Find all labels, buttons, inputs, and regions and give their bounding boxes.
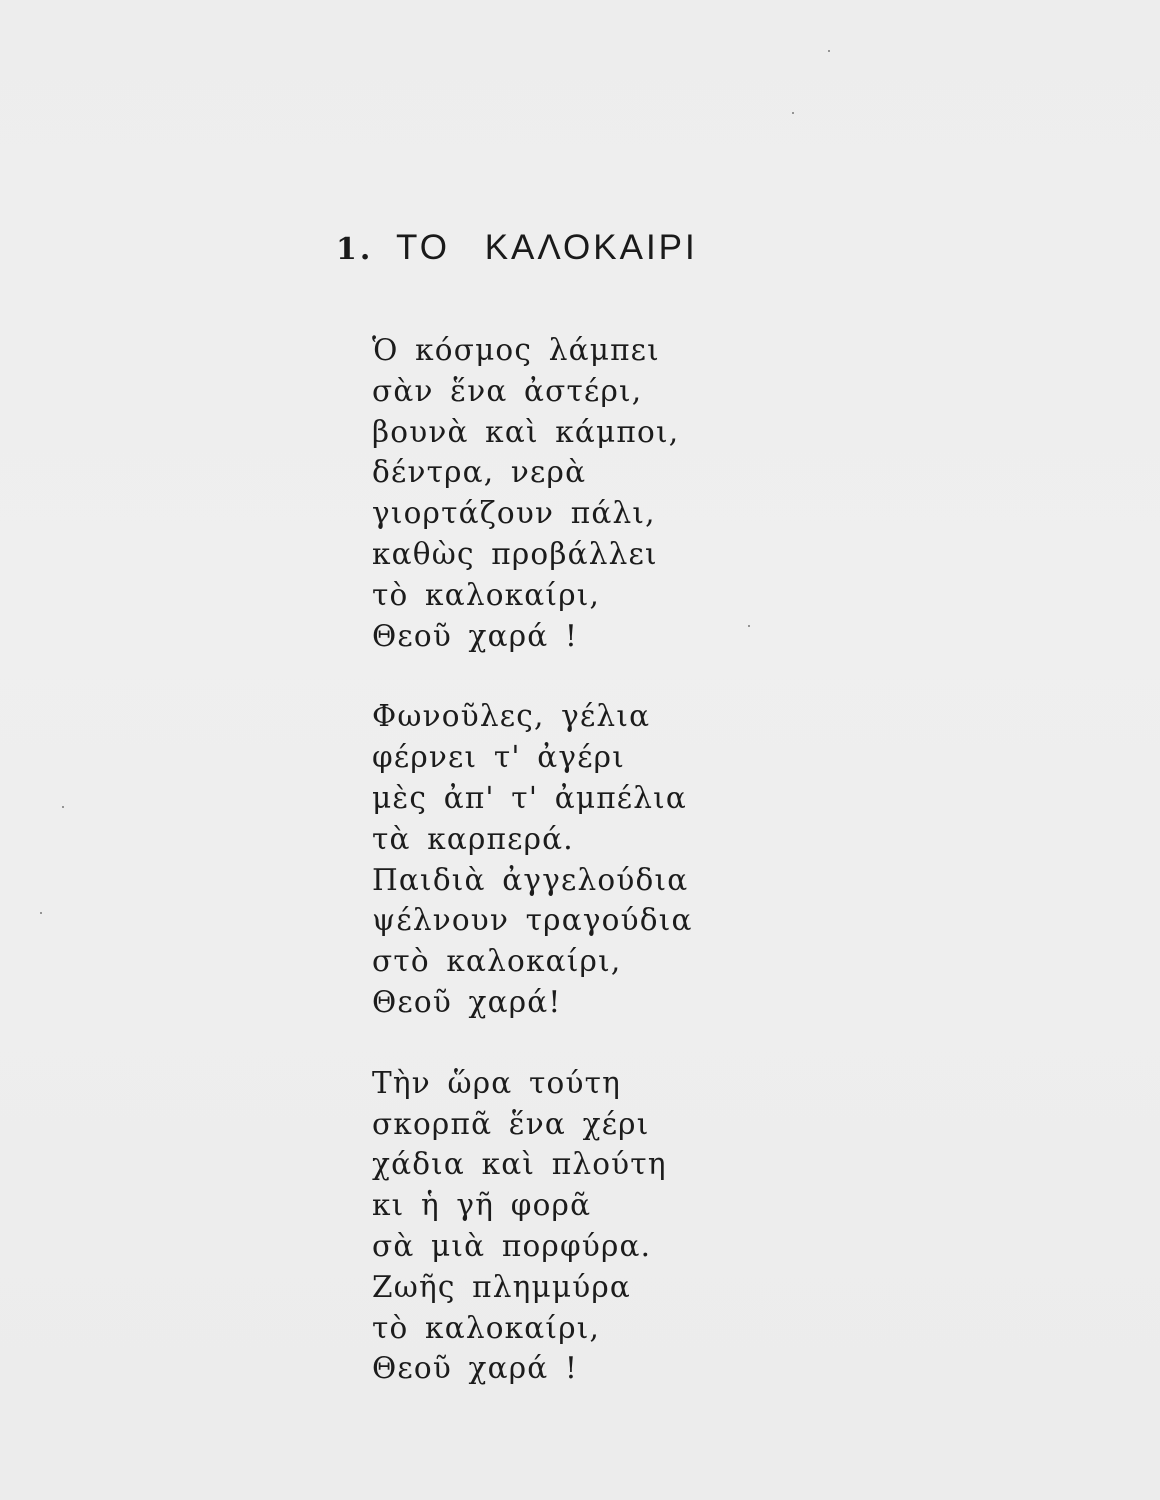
paper-speck <box>748 625 750 627</box>
stanza-3 <box>372 1063 792 1389</box>
verse-line: Ζωῆς πλημμύρα <box>372 1269 632 1304</box>
verse-line: Τὴν ὥρα τούτη <box>372 1065 621 1100</box>
verse-line: καθὼς προβάλλει <box>372 536 658 571</box>
verse-line: δέντρα, νερὰ <box>372 455 587 490</box>
verse-line: τὰ καρπερά. <box>372 821 574 856</box>
verse-line: σὰν ἕνα ἀστέρι, <box>372 373 643 408</box>
verse-line: σὰ μιὰ πορφύρα. <box>372 1228 652 1263</box>
paper-speck <box>40 912 42 914</box>
verse-line: φέρνει τ' ἀγέρι <box>372 740 625 775</box>
verse-line: χάδια καὶ πλούτη <box>372 1147 667 1182</box>
verse-line: στὸ καλοκαίρι, <box>372 944 622 979</box>
verse-line: Ὁ κόσμος λάμπει <box>372 333 660 367</box>
paper-speck <box>828 50 830 52</box>
poem-body <box>372 330 792 1429</box>
poem-number: 1. <box>336 232 374 267</box>
verse-line: Θεοῦ χαρά! <box>372 984 562 1019</box>
verse-line: Θεοῦ χαρά ! <box>372 618 579 653</box>
verse-line: Παιδιὰ ἀγγελούδια <box>372 862 689 897</box>
paper-speck <box>62 806 64 808</box>
stanza-2 <box>372 696 792 1022</box>
verse-line: μὲς ἀπ' τ' ἀμπέλια <box>372 780 688 815</box>
verse-line: ψέλνουν τραγούδια <box>372 903 693 938</box>
poem-title: ΤΟ ΚΑΛΟΚΑΙΡΙ <box>396 228 698 267</box>
verse-line: Φωνοῦλες, γέλια <box>372 699 651 734</box>
verse-line: σκορπᾶ ἕνα χέρι <box>372 1106 650 1141</box>
stanza-1 <box>372 330 792 656</box>
verse-line: τὸ καλοκαίρι, <box>372 577 601 612</box>
verse-line: κι ἡ γῆ φορᾶ <box>372 1188 592 1223</box>
verse-line: τὸ καλοκαίρι, <box>372 1310 601 1345</box>
verse-line: γιορτάζουν πάλι, <box>372 496 656 531</box>
verse-line: βουνὰ καὶ κάμποι, <box>372 414 680 449</box>
verse-line: Θεοῦ χαρά ! <box>372 1351 579 1386</box>
paper-speck <box>792 112 794 114</box>
poem-heading <box>336 228 698 268</box>
